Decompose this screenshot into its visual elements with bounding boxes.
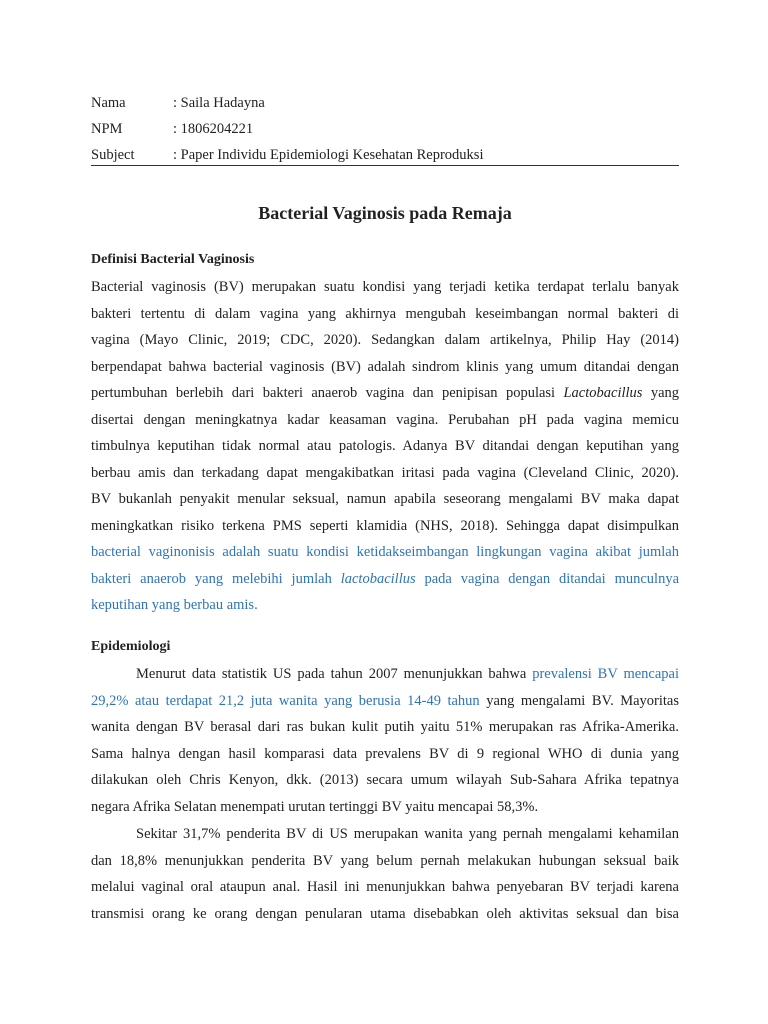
header-row-npm — [91, 116, 678, 142]
text-line: berpendapat bahwa bacterial vaginosis (BV) adalah sindrom klinis yang umum ditandai dengan — [91, 358, 679, 375]
text-segment: pada vagina dengan ditandai munculnya — [424, 570, 680, 587]
text-line: dan 18,8% menunjukkan penderita BV yang belum pernah melakukan hubungan seksual baik — [91, 852, 679, 869]
text-line: dilakukan oleh Chris Kenyon, dkk. (2013) secara umum wilayah Sub-Sahara Afrika tepatnya — [91, 772, 679, 788]
name-value: : Saila Hadayna — [173, 95, 265, 111]
text-line: Sama halnya dengan hasil komparasi data prevalens BV di 9 regional WHO di dunia yang — [91, 745, 679, 762]
paragraph-definisi — [91, 274, 679, 619]
text-line: transmisi orang ke orang dengan penularan utama disebabkan oleh aktivitas seksual dan bisa — [91, 905, 679, 922]
document-title: Bacterial Vaginosis pada Remaja — [258, 203, 512, 223]
highlighted-text-line: keputihan yang berbau amis. — [91, 597, 258, 613]
text-line: meningkatkan risiko terkena PMS seperti klamidia (NHS, 2018). Sehingga dapat disimpulkan — [91, 517, 679, 534]
subject-label: Subject — [91, 147, 135, 163]
text-line: wanita dengan BV berasal dari ras bukan kulit putih yaitu 51% merupakan ras Afrika-Amerika. — [91, 719, 679, 735]
text-line: Bacterial vaginosis (BV) merupakan suatu kondisi yang terjadi ketika terdapat terlalu banyak — [91, 279, 679, 295]
subject-value: : Paper Individu Epidemiologi Kesehatan Reproduksi — [173, 147, 484, 163]
text-line: Sekitar 31,7% penderita BV di US merupakan wanita yang pernah mengalami kehamilan — [136, 826, 679, 842]
highlighted-text: 29,2% atau terdapat 21,2 juta wanita yang berusia 14-49 tahun — [91, 692, 480, 709]
text-line: timbulnya keputihan tidak normal atau patologis. Adanya BV ditandai dengan keputihan yang — [91, 438, 679, 454]
paragraph-epidemiologi-1 — [91, 661, 679, 820]
highlighted-text: prevalensi BV mencapai — [532, 666, 680, 682]
header-divider — [91, 165, 679, 166]
highlighted-text-line: bacterial vaginonisis adalah suatu kondisi ketidakseimbangan lingkungan vagina akibat jumlah — [91, 544, 679, 560]
text-line: berbau amis dan terkadang dapat mengakibatkan iritasi pada vagina (Cleveland Clinic, 2020). — [91, 464, 679, 481]
italic-term: lactobacillus — [340, 570, 416, 587]
text-line — [91, 661, 679, 688]
text-segment: yang — [650, 385, 680, 401]
highlighted-text-line — [91, 566, 679, 593]
text-segment: Menurut data statistik US pada tahun 2007 menunjukkan bahwa — [136, 666, 527, 682]
text-segment: yang mengalami BV. Mayoritas — [486, 692, 680, 709]
paragraph-epidemiologi-2 — [91, 821, 679, 927]
text-segment: pertumbuhan berlebih dari bakteri anaerob vagina dan penipisan populasi — [91, 385, 556, 401]
name-label: Nama — [91, 95, 126, 111]
text-line: disertai dengan meningkatnya kadar keasaman vagina. Perubahan pH pada vagina memicu — [91, 411, 679, 428]
header-row-name — [91, 90, 678, 116]
npm-value: : 1806204221 — [173, 121, 254, 137]
section-heading-epidemiologi: Epidemiologi — [91, 639, 171, 654]
text-line — [91, 688, 679, 715]
text-line: vagina (Mayo Clinic, 2019; CDC, 2020). Sedangkan dalam artikelnya, Philip Hay (2014) — [91, 332, 679, 348]
italic-term: Lactobacillus — [563, 385, 643, 401]
text-line: bakteri tertentu di dalam vagina yang akhirnya mengubah keseimbangan normal bakteri di — [91, 305, 679, 322]
text-line: BV bukanlah penyakit menular seksual, namun apabila seseorang mengalami BV maka dapat — [91, 491, 679, 507]
npm-label: NPM — [91, 121, 123, 137]
header-info — [91, 90, 678, 168]
section-heading-definisi: Definisi Bacterial Vaginosis — [91, 252, 255, 267]
text-segment: bakteri anaerob yang melebihi jumlah — [91, 570, 332, 587]
text-line: negara Afrika Selatan menempati urutan tertinggi BV yaitu mencapai 58,3%. — [91, 798, 539, 815]
text-line: melalui vaginal oral ataupun anal. Hasil ini menunjukkan bahwa penyebaran BV terjadi karena — [91, 879, 679, 895]
text-line — [91, 380, 679, 407]
